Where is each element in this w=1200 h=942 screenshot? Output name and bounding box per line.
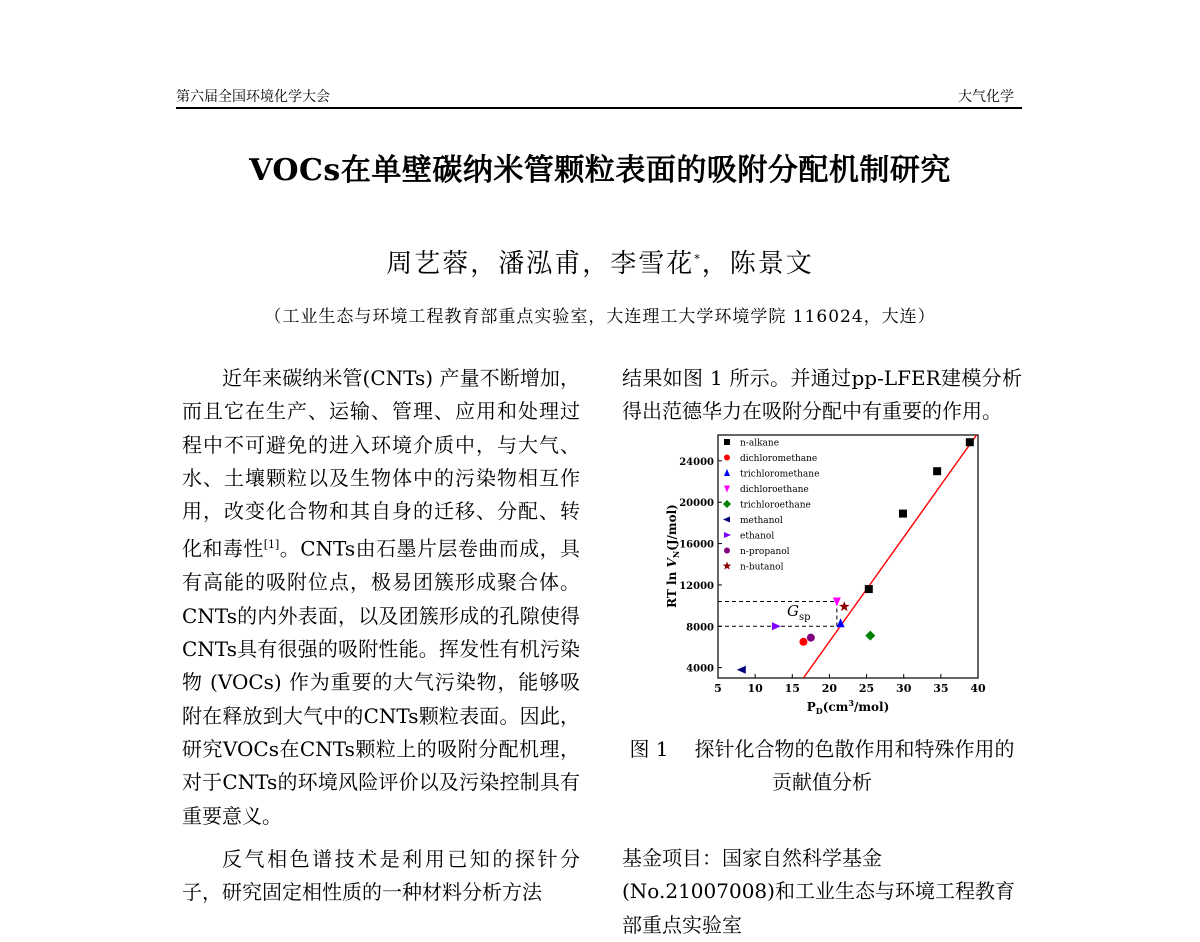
data-point-methanol	[737, 666, 746, 674]
y-axis-label: RT $\ln V_N(J/mol)$	[665, 504, 681, 608]
affiliation: （工业生态与环境工程教育部重点实验室，大连理工大学环境学院 116024，大连）	[264, 307, 936, 327]
x-tick-label: 30	[896, 682, 912, 695]
left-column	[182, 362, 580, 909]
y-tick-label: 8000	[686, 622, 714, 634]
y-tick-label: 20000	[679, 498, 714, 510]
intro-text-a: 近年来碳纳米管(CNTs) 产量不断增加，而且它在生产、运输、管理、应用和处理过程中不可避免的进入环境介质中，与大气、水、土壤颗粒以及生物体中的污染物相互作用，改变化合物和其自身的迁移、分配、转化和毒性	[182, 366, 580, 562]
x-axis-label: $P_D(cm^3/mol)$	[806, 698, 890, 716]
y-tick-label: 16000	[679, 539, 714, 551]
data-point-dichloromethane	[799, 638, 807, 646]
authors-last: ，陈景文	[701, 249, 814, 279]
header-rule	[176, 107, 1022, 109]
legend-label: n-propanol	[740, 547, 790, 557]
legend-marker-dichloromethane	[724, 455, 730, 461]
y-tick-label: 4000	[686, 663, 714, 675]
scatter-chart	[652, 428, 992, 728]
data-point-n-alkane	[865, 585, 873, 593]
legend-label: dichloromethane	[740, 454, 818, 464]
x-tick-label: 15	[784, 682, 800, 695]
data-point-trichloroethane	[865, 631, 875, 641]
legend-marker-dichloroethane	[724, 486, 730, 493]
regression-line	[803, 433, 978, 678]
corresponding-author-mark: *	[694, 252, 702, 266]
x-tick-label: 20	[821, 682, 838, 695]
x-tick-label: 40	[970, 682, 986, 695]
legend-marker-trichloromethane	[724, 469, 730, 476]
data-point-n-butanol	[839, 601, 849, 611]
legend-marker-methanol	[723, 517, 730, 523]
figure-1	[652, 428, 992, 728]
legend-label: dichloroethane	[740, 485, 809, 495]
funding-text: 基金项目：国家自然科学基金(No.21007008)和工业生态与环境工程教育部重点实验室	[622, 846, 1015, 937]
running-header-conference: 第六届全国环境化学大会	[176, 89, 330, 105]
x-tick-label: 35	[933, 682, 949, 695]
results-paragraph: 结果如图 1 所示。并通过pp-LFER建模分析得出范德华力在吸附分配中有重要的作用。	[622, 366, 1022, 424]
data-point-ethanol	[772, 622, 781, 630]
x-tick-label: 10	[747, 682, 763, 695]
legend-label: n-alkane	[740, 438, 780, 449]
figure-number: 图 1	[629, 737, 669, 761]
paragraph-intro	[182, 362, 580, 833]
x-tick-label: 25	[858, 682, 875, 695]
author-list	[0, 243, 1200, 280]
citation-ref[interactable]: [1]	[263, 538, 280, 552]
authors-first: 周艺蓉，潘泓甫，李雪花	[386, 249, 695, 279]
legend-marker-trichloroethane	[723, 500, 731, 508]
gsp-annotation: $G_{sp}$	[787, 602, 811, 623]
y-tick-label: 12000	[679, 580, 714, 592]
legend-marker-n-propanol	[724, 548, 730, 554]
legend-label: ethanol	[740, 531, 775, 542]
y-tick-label: 24000	[679, 456, 714, 468]
running-header-section: 大气化学	[958, 89, 1014, 105]
legend-label: n-butanol	[740, 562, 784, 573]
data-point-n-alkane	[966, 438, 974, 446]
legend-label: trichloroethane	[740, 500, 811, 511]
legend-marker-ethanol	[724, 532, 731, 538]
legend-label: methanol	[740, 516, 783, 526]
figure-caption-text: 探针化合物的色散作用和特殊作用的贡献值分析	[694, 737, 1015, 794]
legend-marker-n-butanol	[723, 562, 732, 570]
funding-note	[622, 842, 1022, 942]
paragraph-method: 反气相色谱技术是利用已知的探针分子，研究固定相性质的一种材料分析方法	[182, 846, 580, 905]
x-tick-label: 5	[714, 682, 722, 695]
data-point-n-propanol	[807, 634, 815, 642]
right-column-intro	[622, 362, 1022, 429]
legend-marker-n-alkane	[724, 439, 730, 445]
data-point-n-alkane	[933, 467, 941, 475]
legend-label: trichloromethane	[740, 469, 820, 480]
intro-text-b: 。CNTs由石墨片层卷曲而成，具有高能的吸附位点，极易团簇形成聚合体。CNTs的内外表面，以及团簇形成的孔隙使得CNTs具有很强的吸附性能。挥发性有机污染物 (VOCs) 作为重要的大气污染物，能够吸附在释放到大气中的CNTs颗粒表面。因此，研究VOCs在CNTs颗粒上的吸附分配机理，对于CNTs的环境风险评价以及污染控制具有重要意义。	[182, 537, 581, 828]
paper-title: VOCs在单壁碳纳米管颗粒表面的吸附分配机制研究	[249, 153, 951, 188]
data-point-n-alkane	[899, 510, 907, 518]
figure-caption	[622, 733, 1022, 799]
